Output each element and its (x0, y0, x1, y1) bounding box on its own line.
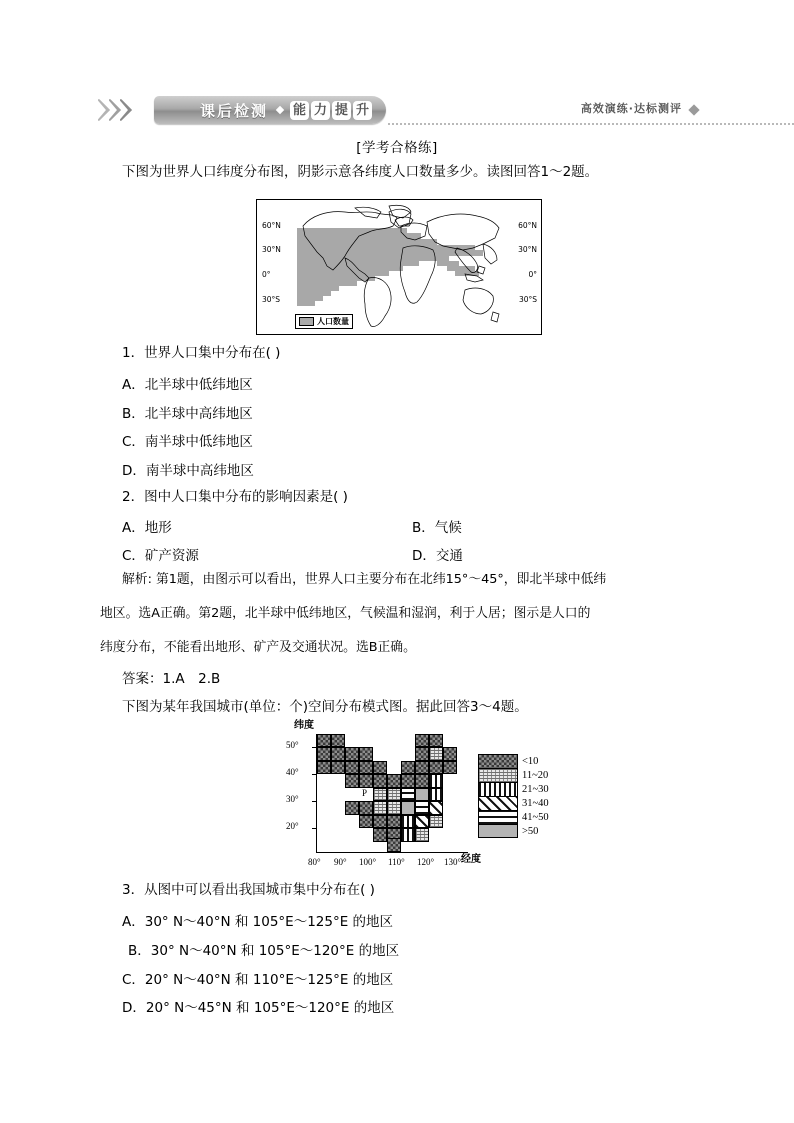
grid-cell (415, 774, 429, 788)
chart-legend-row (478, 768, 562, 782)
grid-cell (401, 828, 415, 842)
grid-cell (359, 761, 373, 775)
grid-cell (429, 801, 443, 815)
grid-cell (387, 801, 401, 815)
map-legend (295, 314, 353, 329)
chart-legend-row (478, 824, 562, 838)
header-diamond-icon (688, 104, 699, 115)
grid-cell (429, 774, 443, 788)
answer-line: 答案：1.A 2.B (122, 671, 221, 687)
grid-cell (345, 761, 359, 775)
chart-x-tick: 90° (334, 857, 347, 867)
grid-cell (317, 747, 331, 761)
question-2-option-b[interactable]: B．气候 (412, 520, 462, 536)
grid-cell (331, 747, 345, 761)
chart-legend-label: 41~50 (522, 811, 549, 823)
chart-x-tick: 80° (308, 857, 321, 867)
chart-legend-label: 11~20 (522, 769, 549, 781)
grid-cell (387, 815, 401, 829)
chart-y-tick: 20° (286, 821, 299, 831)
chart-legend-label: 31~40 (522, 797, 549, 809)
grid-cell (345, 801, 359, 815)
header-subtitle: 高效演练·达标测评 (580, 102, 682, 115)
chart-tick-mark (312, 801, 317, 802)
map-lat-label-right: 30°S (518, 295, 537, 304)
grid-cell (415, 828, 429, 842)
grid-cell (429, 761, 443, 775)
question-3-option-d[interactable]: D．20° N～45°N 和 105°E～120°E 的地区 (122, 1000, 395, 1016)
chart-x-axis (316, 852, 468, 853)
grid-cell (401, 815, 415, 829)
chart-legend-swatch (478, 810, 518, 824)
chevron-right-icon-3 (120, 99, 133, 121)
chart-legend-row (478, 796, 562, 810)
chart-legend-swatch (478, 796, 518, 810)
grid-cell (415, 747, 429, 761)
grid-cell (415, 815, 429, 829)
question-2-option-a[interactable]: A．地形 (122, 520, 172, 536)
chart-legend-swatch (478, 824, 518, 838)
grid-cell (317, 734, 331, 748)
grid-cell (345, 774, 359, 788)
world-population-latitude-map (256, 199, 542, 335)
grid-cell (373, 774, 387, 788)
header-box-char: 提 (332, 101, 351, 120)
question-1-option-d[interactable]: D．南半球中高纬地区 (122, 463, 254, 479)
question-1-option-b[interactable]: B．北半球中高纬地区 (122, 406, 253, 422)
chart-legend-label: <10 (522, 755, 539, 767)
chart-x-tick: 120° (417, 857, 435, 867)
question-3-option-c[interactable]: C．20° N～40°N 和 110°E～125°E 的地区 (122, 972, 394, 988)
analysis-line-1: 解析: 第1题，由图示可以看出，世界人口主要分布在北纬15°～45°，即北半球中低纬 (122, 572, 607, 587)
map-lat-label-right: 0° (528, 270, 537, 279)
analysis-line-3: 纬度分布，不能看出地形、矿产及交通状况。选B正确。 (100, 640, 416, 655)
map-lat-label-left: 30°N (262, 245, 281, 254)
grid-cell (415, 761, 429, 775)
question-3-stem: 3．从图中可以看出我国城市集中分布在( ) (122, 882, 375, 898)
grid-cell (387, 774, 401, 788)
question-2-option-d[interactable]: D．交通 (412, 548, 463, 564)
grid-cell (415, 788, 429, 802)
intro-text-1: 下图为世界人口纬度分布图，阴影示意各纬度人口数量多少。读图回答1～2题。 (122, 164, 599, 180)
grid-cell (317, 761, 331, 775)
grid-cell (373, 828, 387, 842)
chart-tick-mark (312, 828, 317, 829)
map-legend-swatch (299, 317, 314, 326)
chart-x-tick: 130° (444, 857, 462, 867)
header-banner (154, 96, 386, 124)
grid-cell (345, 747, 359, 761)
grid-cell (331, 761, 345, 775)
question-2-stem: 2．图中人口集中分布的影响因素是( ) (122, 489, 348, 505)
analysis-line-2: 地区。选A正确。第2题，北半球中低纬地区，气候温和湿润，利于人居；图示是人口的 (100, 606, 591, 621)
grid-cell (359, 815, 373, 829)
question-1-option-a[interactable]: A．北半球中低纬地区 (122, 377, 253, 393)
grid-cell (373, 815, 387, 829)
grid-cell (401, 801, 415, 815)
grid-cell (387, 838, 401, 852)
chart-legend-label: 21~30 (522, 783, 549, 795)
grid-cell (401, 774, 415, 788)
chart-legend-swatch (478, 768, 518, 782)
question-3-option-a[interactable]: A．30° N～40°N 和 105°E～125°E 的地区 (122, 914, 394, 930)
grid-cell (359, 801, 373, 815)
grid-cell (429, 734, 443, 748)
diamond-separator-icon (276, 106, 284, 114)
header-divider (388, 123, 794, 125)
page-header (98, 96, 698, 130)
intro-text-2: 下图为某年我国城市(单位：个)空间分布模式图。据此回答3～4题。 (122, 699, 528, 715)
chart-x-axis-title: 经度 (461, 854, 481, 865)
grid-cell (387, 788, 401, 802)
chart-tick-mark (312, 774, 317, 775)
chart-legend-swatch (478, 782, 518, 796)
question-3-option-b[interactable]: B．30° N～40°N 和 105°E～120°E 的地区 (128, 943, 400, 959)
grid-cell (359, 747, 373, 761)
grid-cell (429, 815, 443, 829)
chart-legend-row (478, 810, 562, 824)
grid-cell (373, 761, 387, 775)
question-1-stem: 1．世界人口集中分布在( ) (122, 345, 281, 361)
chart-point-label-p: P (362, 788, 368, 798)
header-title: 课后检测 (200, 101, 269, 120)
map-lat-label-left: 30°S (262, 295, 281, 304)
chart-x-tick: 110° (388, 857, 405, 867)
chart-x-tick: 100° (359, 857, 377, 867)
map-lat-label-right: 30°N (518, 245, 537, 254)
grid-cell (401, 761, 415, 775)
grid-cell (415, 734, 429, 748)
map-plot-area (297, 204, 503, 332)
map-lat-label-right: 60°N (518, 221, 537, 230)
chart-legend-swatch (478, 754, 518, 768)
map-legend-label: 人口数量 (317, 317, 349, 326)
chart-y-tick: 50° (286, 740, 299, 750)
header-box-char: 力 (311, 101, 330, 120)
grid-cell (429, 788, 443, 802)
map-lat-label-left: 0° (262, 270, 271, 279)
map-lat-label-left: 60°N (262, 221, 281, 230)
city-distribution-chart (286, 716, 566, 874)
grid-cell (359, 774, 373, 788)
grid-cell (373, 801, 387, 815)
chart-y-tick: 30° (286, 794, 299, 804)
chart-legend-row (478, 782, 562, 796)
question-1-option-c[interactable]: C．南半球中低纬地区 (122, 434, 253, 450)
question-2-option-c[interactable]: C．矿产资源 (122, 548, 199, 564)
grid-cell (331, 734, 345, 748)
grid-cell (443, 761, 457, 775)
section-label: [学考合格练] (356, 140, 438, 156)
world-map-svg (297, 204, 503, 332)
chart-legend (478, 754, 562, 838)
grid-cell (401, 788, 415, 802)
chart-y-axis-title: 纬度 (294, 720, 314, 731)
chart-legend-row (478, 754, 562, 768)
header-boxed-title (290, 101, 372, 120)
header-box-char: 升 (353, 101, 372, 120)
grid-cell (429, 747, 443, 761)
chart-y-tick: 40° (286, 767, 299, 777)
header-box-char: 能 (290, 101, 309, 120)
grid-cell (415, 801, 429, 815)
grid-cell (443, 747, 457, 761)
grid-cell (373, 788, 387, 802)
chart-legend-label: >50 (522, 825, 539, 837)
